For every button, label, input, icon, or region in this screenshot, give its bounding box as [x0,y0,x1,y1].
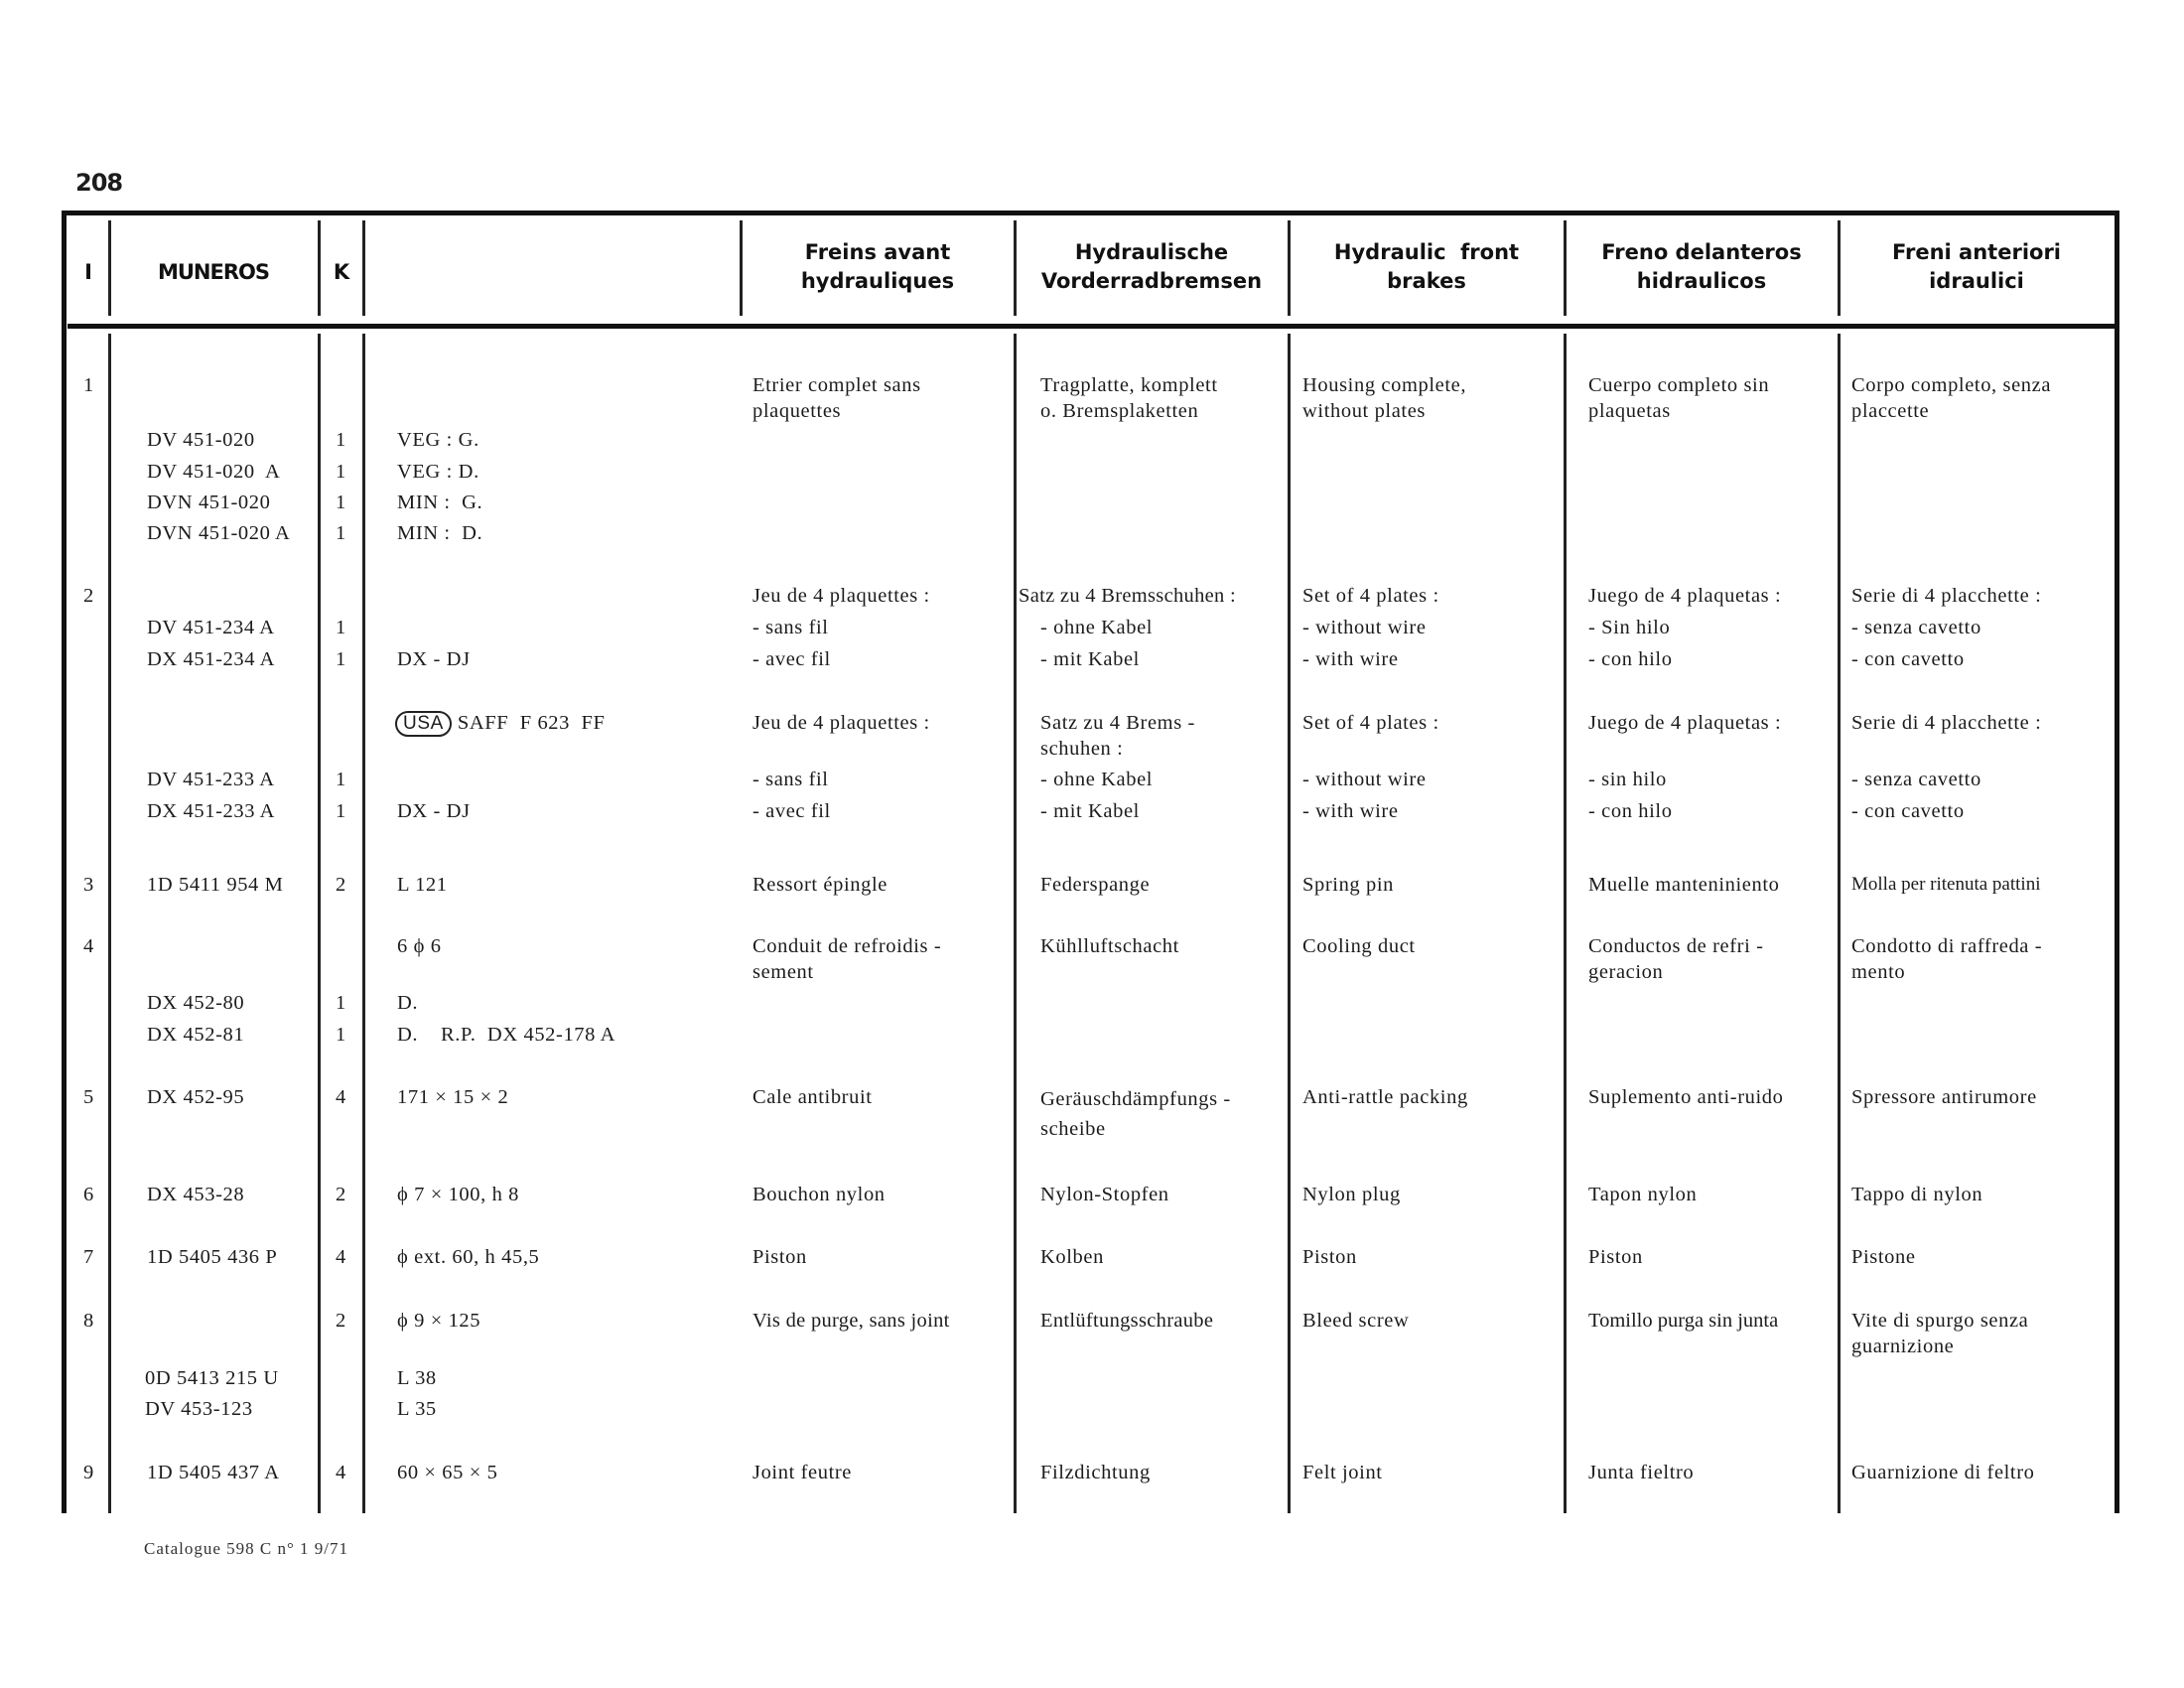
header-lang-en: Hydraulic front brakes [1333,240,1520,293]
quantity: 4 [336,1462,346,1483]
desc-fr: Joint feutre [752,1462,852,1483]
quantity: 2 [336,1310,346,1332]
desc-fr: - avec fil [752,648,831,670]
spec: 60 × 65 × 5 [397,1462,498,1483]
header-lang-es: Freno delanteros hidraulicos [1601,240,1802,293]
header-index: I [84,260,92,284]
desc-it: Serie di 4 placchette : [1851,585,2042,607]
desc-es: Piston [1588,1246,1643,1268]
table-right-border [2115,211,2119,1513]
desc-en: - with wire [1302,800,1399,822]
desc-es: Tomillo purga sin junta [1588,1310,1779,1332]
row-index: 1 [83,374,94,396]
desc-en: Cooling duct [1302,935,1416,957]
desc-fr: Vis de purge, sans joint [752,1310,950,1332]
part-number: 1D 5411 954 M [147,874,284,896]
part-number: DV 453-123 [145,1398,253,1420]
desc-es: - con hilo [1588,648,1673,670]
part-number: DX 451-234 A [147,648,276,670]
header-numeros: MUNEROS [157,260,270,284]
desc-it: Serie di 4 placchette : [1851,712,2042,734]
desc-it: - senza cavetto [1851,617,1981,638]
part-number: DV 451-234 A [147,617,275,638]
spec: ϕ 9 × 125 [397,1310,481,1332]
desc-fr: Cale antibruit [752,1086,873,1108]
desc-it: Corpo completo, senza placcette [1851,374,2052,422]
desc-fr: Jeu de 4 plaquettes : [752,712,930,734]
quantity: 2 [336,1184,346,1205]
desc-de: Filzdichtung [1040,1462,1151,1483]
header-lang-fr: Freins avant hydrauliques [800,240,955,293]
spec: D. [397,992,419,1014]
spec: ϕ ext. 60, h 45,5 [397,1246,540,1268]
catalogue-footer: Catalogue 598 C n° 1 9/71 [144,1539,349,1558]
desc-de: - mit Kabel [1040,800,1140,822]
row-index: 5 [83,1086,94,1108]
desc-es: Juego de 4 plaquetas : [1588,585,1782,607]
quantity: 1 [336,648,346,670]
header-lang-it: Freni anteriori idraulici [1892,240,2061,293]
row-index: 9 [83,1462,94,1483]
part-number: 1D 5405 437 A [147,1462,280,1483]
desc-de: Entlüftungsschraube [1040,1310,1214,1332]
row-index: 7 [83,1246,94,1268]
desc-it: Spressore antirumore [1851,1086,2037,1108]
table-top-border [62,211,2119,215]
desc-fr: - sans fil [752,617,829,638]
spec: MIN : D. [397,522,483,544]
quantity: 1 [336,617,346,638]
part-number: DX 453-28 [147,1184,245,1205]
part-number: DV 451-020 [147,429,255,451]
spec: DX - DJ [397,648,471,670]
desc-de: Kolben [1040,1246,1104,1268]
row-index: 2 [83,585,94,607]
spec: VEG : G. [397,429,479,451]
spec: 171 × 15 × 2 [397,1086,509,1108]
part-number: 0D 5413 215 U [145,1367,279,1389]
col-divider [318,334,321,1513]
desc-de: Geräuschdämpfungs - scheibe [1040,1088,1231,1140]
desc-it: Condotto di raffreda - mento [1851,935,2043,983]
desc-it: - senza cavetto [1851,769,1981,790]
desc-it: Tappo di nylon [1851,1184,1983,1205]
desc-it: Vite di spurgo senza guarnizione [1851,1310,2029,1357]
row-index: 8 [83,1310,94,1332]
col-divider [1838,334,1841,1513]
desc-en: Set of 4 plates : [1302,712,1439,734]
part-number: DX 452-80 [147,992,245,1014]
desc-it: Molla per ritenuta pattini [1851,874,2041,895]
desc-en: Felt joint [1302,1462,1383,1483]
desc-fr: - avec fil [752,800,831,822]
desc-en: Nylon plug [1302,1184,1401,1205]
header-k: K [333,260,350,284]
row-index: 6 [83,1184,94,1205]
desc-de: Nylon-Stopfen [1040,1184,1169,1205]
desc-es: Juego de 4 plaquetas : [1588,712,1782,734]
spec: 6 ϕ 6 [397,935,442,957]
quantity: 4 [336,1246,346,1268]
col-divider [1288,334,1291,1513]
desc-es: - con hilo [1588,800,1673,822]
desc-fr: Ressort épingle [752,874,887,896]
col-divider [1014,334,1017,1513]
col-divider [362,334,365,1513]
desc-en: Set of 4 plates : [1302,585,1439,607]
header-lang-de: Hydraulische Vorderradbremsen [1040,240,1263,293]
usa-badge: USA [395,711,452,737]
desc-en: - without wire [1302,769,1427,790]
quantity: 1 [336,1024,346,1046]
desc-fr: Bouchon nylon [752,1184,886,1205]
spec-usa-line [395,710,605,737]
desc-en: Bleed screw [1302,1310,1410,1332]
desc-de: Tragplatte, komplett o. Bremsplaketten [1040,374,1218,422]
quantity: 1 [336,461,346,483]
quantity: 1 [336,492,346,513]
col-divider [108,334,111,1513]
spec: ϕ 7 × 100, h 8 [397,1184,520,1205]
desc-en: Spring pin [1302,874,1394,896]
quantity: 4 [336,1086,346,1108]
desc-fr: - sans fil [752,769,829,790]
desc-de: - ohne Kabel [1040,769,1154,790]
part-number: DV 451-233 A [147,769,275,790]
row-index: 4 [83,935,94,957]
part-number: DX 452-95 [147,1086,245,1108]
desc-it: Pistone [1851,1246,1916,1268]
quantity: 1 [336,992,346,1014]
quantity: 1 [336,800,346,822]
desc-de: - ohne Kabel [1040,617,1154,638]
desc-en: Housing complete, without plates [1302,374,1467,422]
desc-it: Guarnizione di feltro [1851,1462,2035,1483]
desc-es: Tapon nylon [1588,1184,1698,1205]
spec: VEG : D. [397,461,479,483]
col-divider [1564,334,1567,1513]
desc-it: - con cavetto [1851,800,1965,822]
table-left-border [62,211,67,1513]
part-number: DX 451-233 A [147,800,276,822]
desc-de: Federspange [1040,874,1151,896]
part-number: 1D 5405 436 P [147,1246,278,1268]
desc-fr: Piston [752,1246,807,1268]
desc-es: - Sin hilo [1588,617,1671,638]
spec: D. R.P. DX 452-178 A [397,1024,615,1046]
spec: DX - DJ [397,800,471,822]
desc-de: Kühlluftschacht [1040,935,1179,957]
part-number: DV 451-020 A [147,461,281,483]
spec: MIN : G. [397,492,483,513]
desc-fr: Jeu de 4 plaquettes : [752,585,930,607]
page-number: 208 [75,169,123,197]
desc-en: Piston [1302,1246,1357,1268]
desc-de: Satz zu 4 Bremsschuhen : [1019,585,1236,607]
desc-en: Anti-rattle packing [1302,1086,1468,1108]
desc-de: - mit Kabel [1040,648,1140,670]
spec: SAFF F 623 FF [457,712,606,734]
desc-es: Muelle manteniniento [1588,874,1780,896]
desc-it: - con cavetto [1851,648,1965,670]
part-number: DX 452-81 [147,1024,245,1046]
quantity: 1 [336,769,346,790]
part-number: DVN 451-020 [147,492,271,513]
desc-en: - without wire [1302,617,1427,638]
quantity: 1 [336,522,346,544]
spec: L 121 [397,874,448,896]
spec: L 35 [397,1398,437,1420]
desc-es: - sin hilo [1588,769,1667,790]
desc-en: - with wire [1302,648,1399,670]
quantity: 1 [336,429,346,451]
desc-fr: Etrier complet sans plaquettes [752,374,921,422]
desc-es: Suplemento anti-ruido [1588,1086,1784,1108]
spec: L 38 [397,1367,437,1389]
row-index: 3 [83,874,94,896]
desc-es: Conductos de refri - geracion [1588,935,1764,983]
part-number: DVN 451-020 A [147,522,291,544]
quantity: 2 [336,874,346,896]
header-bottom-border [68,324,2119,329]
desc-fr: Conduit de refroidis - sement [752,935,942,983]
desc-de: Satz zu 4 Brems - schuhen : [1040,712,1195,760]
desc-es: Junta fieltro [1588,1462,1695,1483]
desc-es: Cuerpo completo sin plaquetas [1588,374,1770,422]
